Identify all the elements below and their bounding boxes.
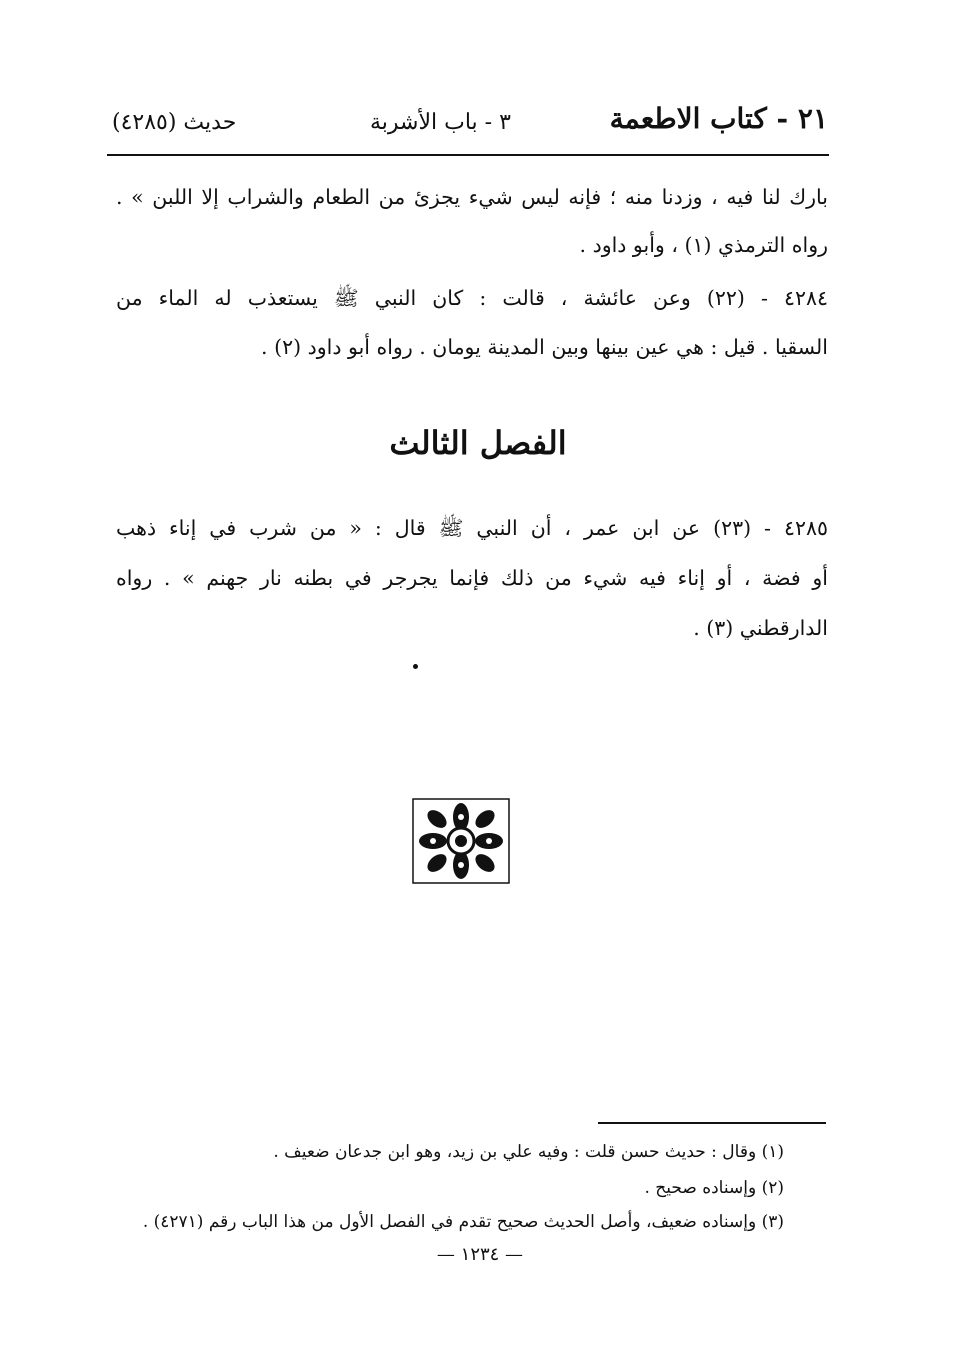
hadith-4285-line: أو فضة ، أو إناء فيه شيء من ذلك فإنما يجرجر في بطنه نار جهنم » . رواه bbox=[116, 566, 828, 590]
stray-dot bbox=[413, 664, 418, 669]
page-number: — ١٢٣٤ — bbox=[436, 1244, 524, 1265]
hadith-4285-line: ٤٢٨٥ - (٢٣) عن ابن عمر ، أن النبي ﷺ قال : « من شرب في إناء ذهب bbox=[116, 516, 828, 540]
text-line: رواه الترمذي (١) ، وأبو داود . bbox=[579, 233, 828, 257]
hadith-4285-line: الدارقطني (٣) . bbox=[693, 616, 828, 640]
footnote-3: (٣) وإسناده ضعيف، وأصل الحديث صحيح تقدم في الفصل الأول من هذا الباب رقم (٤٢٧١) . bbox=[142, 1212, 784, 1232]
footnote-1: (١) وقال : حديث حسن قلت : وفيه علي بن زيد، وهو ابن جدعان ضعيف . bbox=[273, 1142, 784, 1162]
footnote-rule bbox=[598, 1122, 826, 1124]
header-rule bbox=[107, 154, 829, 156]
text-line: بارك لنا فيه ، وزدنا منه ؛ فإنه ليس شيء يجزئ من الطعام والشراب إلا اللبن » . bbox=[116, 185, 828, 209]
running-header bbox=[112, 102, 828, 150]
book-title: ٢١ - كتاب الاطعمة bbox=[609, 102, 828, 135]
hadith-4284-line: السقيا . قيل : هي عين بينها وبين المدينة يومان . رواه أبو داود (٢) . bbox=[261, 335, 828, 359]
hadith-range: حديث (٤٢٨٥) bbox=[112, 110, 237, 135]
footnote-2: (٢) وإسناده صحيح . bbox=[644, 1178, 784, 1198]
chapter-title: ٣ - باب الأشربة bbox=[370, 110, 511, 135]
hadith-4284-line: ٤٢٨٤ - (٢٢) وعن عائشة ، قالت : كان النبي ﷺ يستعذب له الماء من bbox=[116, 286, 828, 310]
floral-ornament-icon bbox=[412, 798, 510, 884]
section-title: الفصل الثالث bbox=[389, 424, 567, 462]
